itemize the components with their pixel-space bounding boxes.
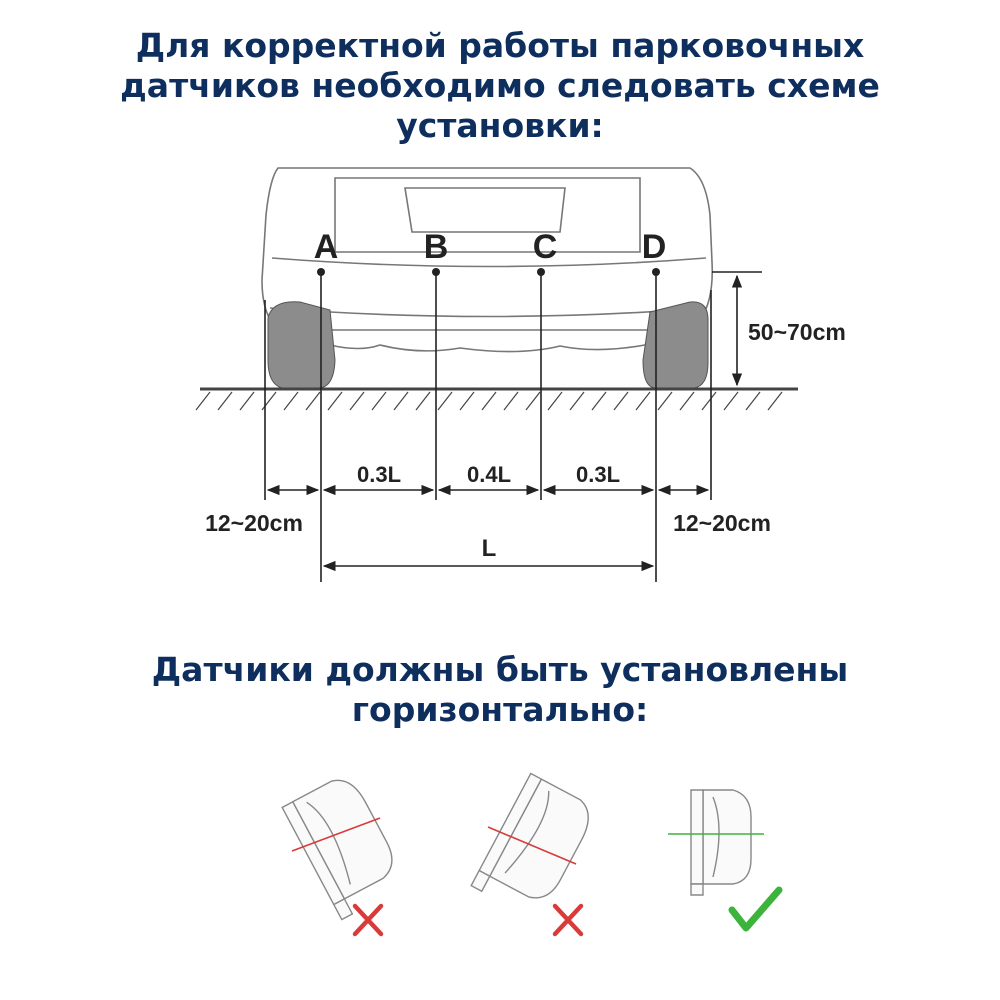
ground-hatch-stroke (416, 392, 430, 410)
horizontal-mounting-heading (0, 650, 1000, 730)
edge-right-label: 12~20cm (673, 510, 771, 536)
sensor-b-dot (432, 268, 440, 276)
bumper-lower-line (270, 308, 706, 317)
horizontal-mounting-heading-line-1: Датчики должны быть установлены (151, 650, 849, 689)
check-icon (732, 890, 779, 928)
bumper-bottom-edge (330, 344, 650, 352)
ground-hatch-stroke (284, 392, 298, 410)
ground-hatch-stroke (702, 392, 716, 410)
license-plate-recess (405, 188, 565, 232)
ground-hatch-stroke (262, 392, 276, 410)
sensor-example-tilted-down (282, 772, 409, 920)
height-label: 50~70cm (748, 319, 846, 345)
spacing-bc-label: 0.4L (466, 462, 512, 487)
ground-hatch-stroke (328, 392, 342, 410)
ground-hatch-stroke (218, 392, 232, 410)
cross-icon (355, 906, 381, 934)
sensor-example-horizontal (691, 790, 751, 895)
ground-hatch-stroke (724, 392, 738, 410)
ground-hatch-stroke (240, 392, 254, 410)
ground-hatch-stroke (482, 392, 496, 410)
installation-heading-line-1: Для корректной работы парковочных (135, 26, 865, 65)
spacing-ab-label: 0.3L (356, 462, 402, 487)
sensor-label-b: B (423, 228, 449, 266)
ground-hatch-stroke (680, 392, 694, 410)
ground-hatch-stroke (658, 392, 672, 410)
ground-hatch-stroke (460, 392, 474, 410)
ground-hatch-stroke (548, 392, 562, 410)
ground-hatch-stroke (306, 392, 320, 410)
right-tyre (643, 302, 708, 388)
ground-hatch-stroke (570, 392, 584, 410)
sensor-a-dot (317, 268, 325, 276)
installation-heading-line-2: датчиков необходимо следовать схеме (120, 66, 880, 105)
sensor-label-a: A (313, 228, 339, 266)
ground-hatch-stroke (504, 392, 518, 410)
ground (196, 389, 798, 410)
ground-hatching (196, 392, 782, 410)
total-length-label: L (481, 535, 497, 562)
trunk-lid-outline (335, 178, 640, 252)
sensor-label-d: D (641, 228, 667, 266)
ground-hatch-stroke (746, 392, 760, 410)
ground-hatch-stroke (614, 392, 628, 410)
ground-hatch-stroke (394, 392, 408, 410)
ground-hatch-stroke (768, 392, 782, 410)
ground-hatch-stroke (526, 392, 540, 410)
cross-icon (555, 906, 581, 934)
ground-hatch-stroke (636, 392, 650, 410)
horizontal-mounting-heading-line-2: горизонтально: (351, 690, 649, 729)
spacing-cd-label: 0.3L (575, 462, 621, 487)
sensor-c-dot (537, 268, 545, 276)
sensor-d-dot (652, 268, 660, 276)
ground-hatch-stroke (438, 392, 452, 410)
sensor-label-c: C (532, 228, 558, 266)
ground-hatch-stroke (372, 392, 386, 410)
installation-heading-line-3: установки: (396, 106, 604, 145)
ground-hatch-stroke (592, 392, 606, 410)
ground-hatch-stroke (350, 392, 364, 410)
ground-hatch-stroke (196, 392, 210, 410)
left-tyre (268, 302, 335, 388)
edge-left-label: 12~20cm (205, 510, 303, 536)
